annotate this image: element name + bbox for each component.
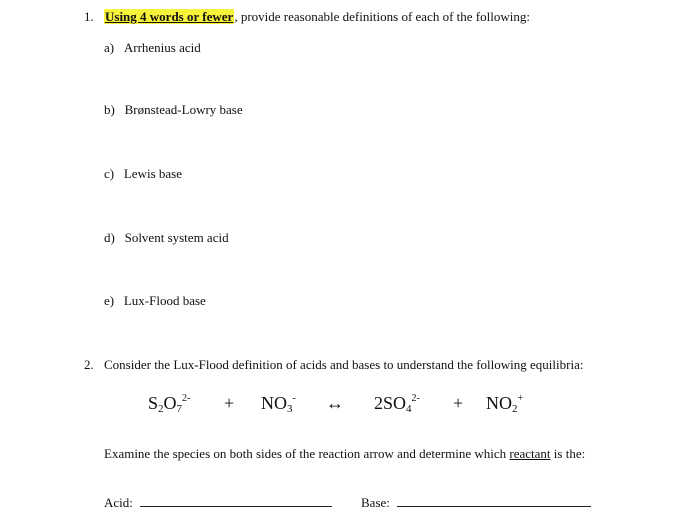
question-1-number: 1. — [84, 9, 94, 24]
question-1-text: , provide reasonable definitions of each of the following: — [234, 9, 530, 24]
item-c — [104, 166, 182, 182]
question-1-prompt — [104, 9, 530, 25]
acid-answer-blank[interactable] — [140, 494, 332, 507]
item-b-label: b) — [104, 102, 115, 117]
no2-sub: 2 — [512, 403, 518, 415]
no3-formula: NO — [261, 393, 287, 413]
item-d-text: Solvent system acid — [124, 230, 229, 245]
equilibrium-arrow: ↔ — [326, 393, 344, 413]
so4-charge: 2- — [411, 393, 420, 404]
acid-answer-row — [104, 494, 332, 511]
s2o7-s-sub: 2 — [158, 403, 164, 415]
no2-charge: + — [517, 393, 524, 404]
so4-sub: 4 — [406, 403, 412, 415]
plus-sign-1: + — [224, 393, 235, 413]
acid-label: Acid: — [104, 495, 133, 510]
item-d-label: d) — [104, 230, 115, 245]
examine-text-before: Examine the species on both sides of the reaction arrow and determine which — [104, 446, 510, 461]
item-b — [104, 102, 243, 118]
species-no3 — [261, 393, 296, 414]
no3-charge: - — [292, 393, 296, 404]
item-c-label: c) — [104, 166, 115, 181]
species-so4 — [374, 393, 420, 414]
item-c-text: Lewis base — [123, 166, 182, 181]
item-e — [104, 293, 206, 309]
question-2-number: 2. — [84, 357, 94, 372]
no3-sub: 3 — [287, 403, 293, 415]
item-d — [104, 230, 229, 246]
item-b-text: Brønstead-Lowry base — [124, 102, 243, 117]
instruction-highlight: Using 4 words or fewer — [105, 9, 234, 24]
s2o7-o-sub: 7 — [176, 403, 183, 415]
item-a — [104, 40, 201, 56]
examine-text-after: is the: — [550, 446, 586, 461]
base-answer-blank[interactable] — [397, 494, 591, 507]
species-no2 — [486, 393, 523, 414]
examine-instruction — [104, 446, 585, 462]
s2o7-s: S — [148, 393, 159, 413]
plus-sign-2: + — [453, 393, 464, 413]
base-label: Base: — [361, 495, 390, 510]
examine-underlined: reactant — [509, 446, 551, 461]
base-answer-row — [361, 494, 591, 511]
no2-formula: NO — [486, 393, 512, 413]
item-e-label: e) — [104, 293, 115, 308]
item-a-label: a) — [104, 40, 115, 55]
s2o7-charge: 2- — [182, 393, 191, 404]
species-s2o7 — [148, 393, 190, 414]
s2o7-o: O — [163, 393, 177, 413]
item-a-text: Arrhenius acid — [123, 40, 201, 55]
so4-formula: 2SO — [374, 393, 407, 413]
item-e-text: Lux-Flood base — [123, 293, 206, 308]
question-2-text: Consider the Lux-Flood definition of acids and bases to understand the following equilibria: — [104, 357, 584, 372]
